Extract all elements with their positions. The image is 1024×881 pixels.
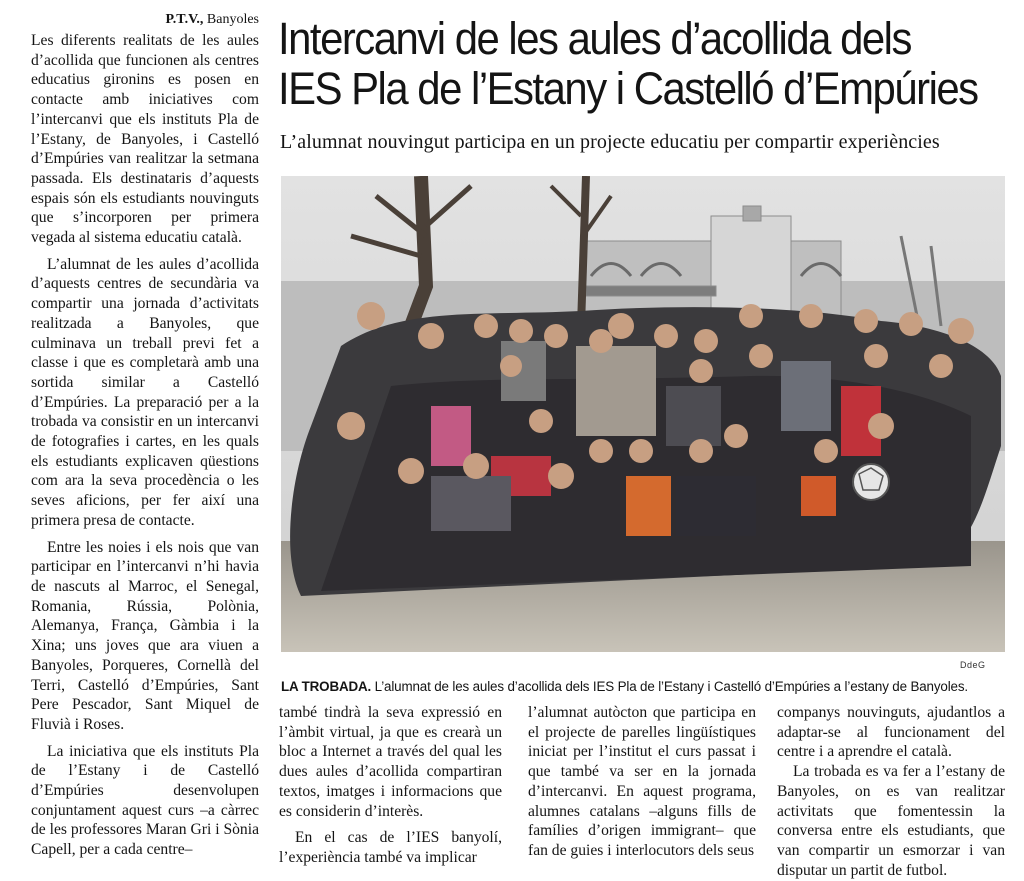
article-column-3 xyxy=(528,703,756,861)
headline xyxy=(278,13,978,114)
article-paragraph: L’alumnat de les aules d’acollida d’aquests centres de secundària va compartir una jornada d’activitats realitzada a Banyoles, que culminava un treball previ fet a classe i que es completarà amb una sortida similar a Castelló d’Empúries. La preparació per a la trobada va consistir en un intercanvi de fotografies i cartes, en les quals els estudiants explicaven qüestions com ara la seva procedència o les seves aficions, per fer així una primera presa de contacte. xyxy=(31,255,259,529)
article-paragraph: Entre les noies i els nois que van participar en l’intercanvi n’hi havia de nascuts al Marroc, el Senegal, Romania, Rússia, Polònia, Alemanya, França, Gàmbia i la Xina; uns joves que ara viuen a Banyoles, Porqueres, Cornellà del Terri, Castelló d’Empúries, Sant Pere Pescador, Sant Miquel de Fluvià i Roses. xyxy=(31,538,259,733)
caption-label: LA TROBADA. xyxy=(281,679,372,694)
photo-students xyxy=(290,302,1001,596)
headline-line-2: IES Pla de l’Estany i Castelló d’Empúries xyxy=(278,63,978,114)
article-column-4 xyxy=(777,703,1005,880)
article-paragraph: companys nouvinguts, ajudantlos a adaptar-se al funcionament del centre i a aprendre el català. xyxy=(777,704,1005,761)
byline-place: Banyoles xyxy=(206,12,259,27)
article-column-1 xyxy=(31,31,259,860)
article-paragraph: també tindrà la seva expressió en l’àmbit virtual, ja que es crearà un bloc a Internet a través del qual les dues aules d’acollida compartiran textos, imatges i informacions que es considerin d’interès. xyxy=(279,704,502,820)
football xyxy=(853,464,889,500)
article-paragraph: La iniciativa que els instituts Pla de l’Estany i de Castelló d’Empúries desenvolupen conjuntament aquest curs –a càrrec de les professores Maran Gri i Sònia Capell, per a cada centre– xyxy=(31,742,259,859)
photo-caption xyxy=(281,679,1011,694)
article-paragraph: Les diferents realitats de les aules d’acollida que funcionen als centres educatius gironins es posen en contacte amb iniciatives com l’intercanvi que els instituts Pla de l’Estany, de Banyoles, i Castelló d’Empúries van realitzar la setmana passada. Els destinataris d’aquests espais són els estudiants nouvinguts que s’incorporen per primera vegada al sistema educatiu català. xyxy=(31,32,259,247)
subheadline: L’alumnat nouvingut participa en un projecte educatiu per compartir experiències xyxy=(280,131,940,153)
article-paragraph: En el cas de l’IES banyolí, l’experiència també va implicar xyxy=(279,829,502,866)
byline xyxy=(31,12,259,28)
caption-text: L’alumnat de les aules d’acollida dels IES Pla de l’Estany i Castelló d’Empúries a l’estany de Banyoles. xyxy=(371,679,968,694)
article-paragraph: l’alumnat autòcton que participa en el projecte de parelles lingüístiques iniciat per l’institut el curs passat i que també va ser en la jornada d’intercanvi. En aquest programa, alumnes catalans –alguns fills de famílies d’origen immigrant– que fan de guies i interlocutors dels seus xyxy=(528,704,756,859)
headline-line-1: Intercanvi de les aules d’acollida dels xyxy=(278,13,911,64)
article-column-2 xyxy=(279,703,502,868)
byline-author: P.T.V., xyxy=(165,12,204,27)
group-photo xyxy=(281,176,1005,652)
photo-credit: DdeG xyxy=(960,660,986,670)
article-paragraph: La trobada es va fer a l’estany de Banyoles, on es van realitzar activitats que fomentessin la conversa entre els estudiants, que van compartir un esmorzar i van disputar un partit de futbol. xyxy=(777,763,1005,879)
